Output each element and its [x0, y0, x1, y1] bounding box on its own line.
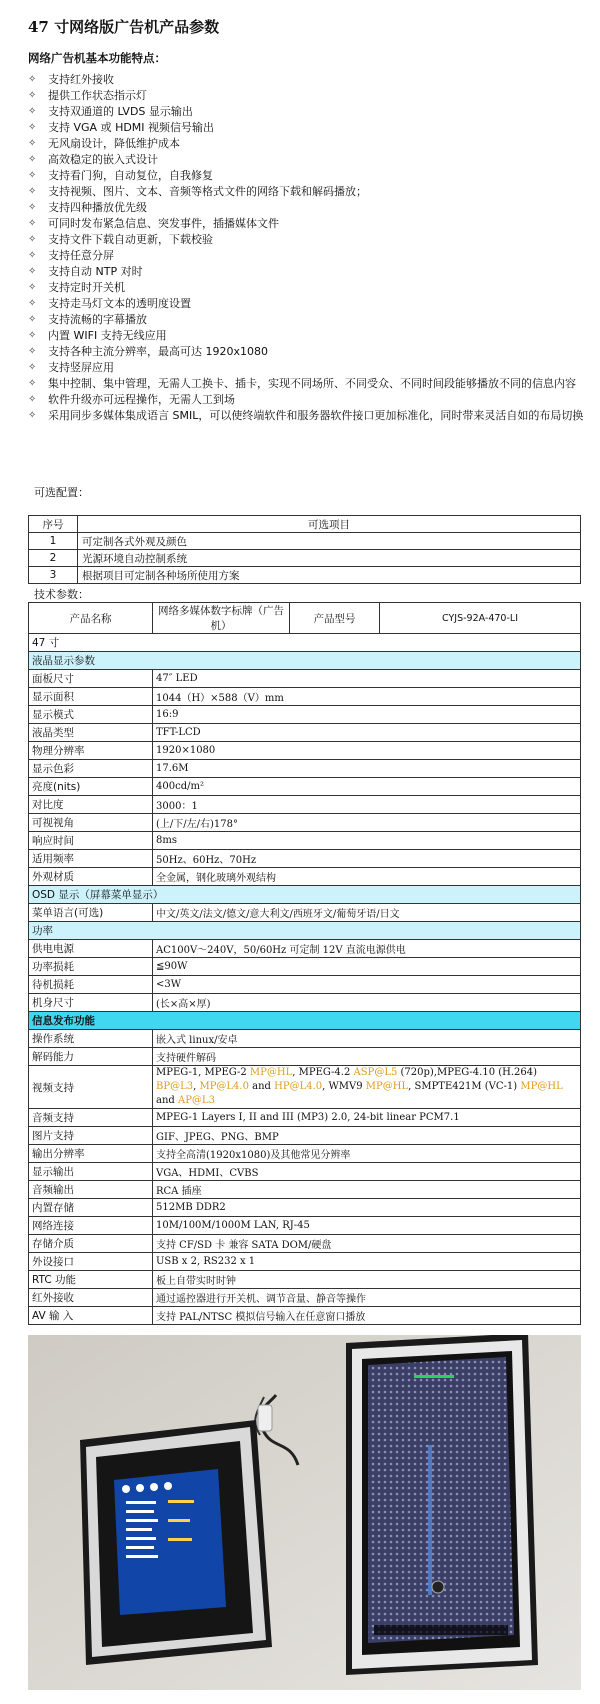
spec-label: 响应时间: [29, 832, 153, 850]
feature-item: [28, 360, 588, 376]
diamond-bullet-icon: ✧: [28, 234, 37, 245]
feature-text: 支持走马灯文本的透明度设置: [48, 297, 191, 310]
size-row: [29, 634, 581, 652]
product-name-value: 网络多媒体数字标牌（广告机）: [153, 603, 290, 634]
size-value: 47 寸: [29, 634, 581, 652]
video-text: , SMPTE421M (VC-1): [408, 1081, 521, 1092]
diamond-bullet-icon: ✧: [28, 202, 37, 213]
feature-item: [28, 136, 588, 152]
spec-label: AV 输 入: [29, 1307, 153, 1325]
diamond-bullet-icon: ✧: [28, 186, 37, 197]
row-no: 3: [29, 567, 78, 584]
feature-text: 支持竖屏应用: [48, 361, 114, 374]
diamond-bullet-icon: ✧: [28, 106, 37, 117]
feature-text: 可同时发布紧急信息、突发事件，插播媒体文件: [48, 217, 279, 230]
product-photo: [28, 1335, 581, 1690]
feature-item: [28, 216, 588, 232]
product-model-label: 产品型号: [290, 603, 380, 634]
feature-text: 支持定时开关机: [48, 281, 125, 294]
tech-params-label: 技术参数：: [34, 588, 89, 601]
spec-value: 全金属，钢化玻璃外观结构: [153, 868, 581, 886]
spec-value: 47″ LED: [153, 670, 581, 688]
feature-item: [28, 376, 588, 392]
feature-text: 内置 WIFI 支持无线应用: [48, 329, 167, 342]
spec-label: 机身尺寸: [29, 994, 153, 1012]
diamond-bullet-icon: ✧: [28, 154, 37, 165]
product-name-label: 产品名称: [29, 603, 153, 634]
feature-item: [28, 72, 588, 88]
feature-item: [28, 104, 588, 120]
spec-row: [29, 796, 581, 814]
feature-text: 支持红外接收: [48, 73, 114, 86]
spec-label: 功率损耗: [29, 958, 153, 976]
spec-row: [29, 1181, 581, 1199]
spec-value: 400cd/m²: [153, 778, 581, 796]
video-label: 视频支持: [29, 1066, 153, 1109]
video-text: (720p),MPEG-4.10 (H.264): [397, 1067, 538, 1078]
power-rows: [29, 940, 581, 1012]
feature-text: 集中控制、集中管理，无需人工换卡、插卡，实现不同场所、不同受众、不同时间段能够播放不同的信息内容: [48, 377, 576, 390]
spec-row: [29, 688, 581, 706]
video-profile: MP@HL: [365, 1081, 409, 1092]
spec-value: GIF、JPEG、PNG、BMP: [153, 1127, 581, 1145]
feature-item: [28, 312, 588, 328]
diamond-bullet-icon: ✧: [28, 122, 37, 133]
video-text: MPEG-1, MPEG-2: [156, 1067, 250, 1078]
feature-item: [28, 328, 588, 344]
spec-value: (长×高×厚): [153, 994, 581, 1012]
osd-rows: [29, 904, 581, 922]
diamond-bullet-icon: ✧: [28, 250, 37, 261]
product-photo-illustration: [28, 1335, 581, 1690]
spec-row: [29, 994, 581, 1012]
spec-row: [29, 1048, 581, 1066]
spec-value: 板上自带实时时钟: [153, 1271, 581, 1289]
col-header-item: 可选项目: [78, 516, 581, 533]
spec-row: [29, 904, 581, 922]
spec-value: AC100V～240V，50/60Hz 可定制 12V 直流电源供电: [153, 940, 581, 958]
feature-text: 支持自动 NTP 对时: [48, 265, 143, 278]
diamond-bullet-icon: ✧: [28, 170, 37, 181]
spec-label: 音频支持: [29, 1109, 153, 1127]
spec-label: 供电电源: [29, 940, 153, 958]
spec-row: [29, 706, 581, 724]
diamond-bullet-icon: ✧: [28, 362, 37, 373]
spec-label: 适用频率: [29, 850, 153, 868]
spec-value: 支持全高清(1920x1080)及其他常见分辨率: [153, 1145, 581, 1163]
col-header-no: 序号: [29, 516, 78, 533]
spec-row: [29, 778, 581, 796]
feature-item: [28, 168, 588, 184]
lcd-rows: [29, 670, 581, 886]
diamond-bullet-icon: ✧: [28, 90, 37, 101]
diamond-bullet-icon: ✧: [28, 314, 37, 325]
spec-label: 菜单语言(可选): [29, 904, 153, 922]
spec-row: [29, 976, 581, 994]
feature-item: [28, 120, 588, 136]
spec-label: 显示面积: [29, 688, 153, 706]
spec-row: [29, 868, 581, 886]
spec-value: 嵌入式 linux/安卓: [153, 1030, 581, 1048]
spec-row: [29, 850, 581, 868]
row-item: 光源环境自动控制系统: [78, 550, 581, 567]
section-power-title: 功率: [29, 922, 581, 940]
diamond-bullet-icon: ✧: [28, 266, 37, 277]
spec-value: 10M/100M/1000M LAN, RJ-45: [153, 1217, 581, 1235]
feature-text: 提供工作状态指示灯: [48, 89, 147, 102]
video-profile: ASP@L5: [353, 1067, 398, 1078]
feature-item: [28, 232, 588, 248]
spec-table: [28, 602, 581, 1325]
spec-label: 操作系统: [29, 1030, 153, 1048]
spec-label: 对比度: [29, 796, 153, 814]
spec-label: 显示模式: [29, 706, 153, 724]
features-list: [28, 72, 588, 424]
feature-item: [28, 184, 588, 200]
spec-header-row: [29, 603, 581, 634]
spec-row: [29, 1109, 581, 1127]
section-power: [29, 922, 581, 940]
video-profile: BP@L3: [156, 1081, 194, 1092]
spec-row: [29, 724, 581, 742]
diamond-bullet-icon: ✧: [28, 410, 37, 421]
page-title: 47 寸网络版广告机产品参数: [28, 18, 220, 36]
feature-item: [28, 152, 588, 168]
spec-value: 中文/英文/法文/德文/意大利文/西班牙文/葡萄牙语/日文: [153, 904, 581, 922]
feature-item: [28, 296, 588, 312]
spec-label: 待机损耗: [29, 976, 153, 994]
spec-value: 1044（H）×588（V）mm: [153, 688, 581, 706]
video-profile: MP@L4.0: [199, 1081, 249, 1092]
spec-value: 512MB DDR2: [153, 1199, 581, 1217]
feature-item: [28, 248, 588, 264]
feature-item: [28, 392, 588, 408]
spec-label: 外设接口: [29, 1253, 153, 1271]
spec-label: 图片支持: [29, 1127, 153, 1145]
spec-row: [29, 742, 581, 760]
spec-row: [29, 1030, 581, 1048]
video-row: [29, 1066, 581, 1109]
spec-value: TFT-LCD: [153, 724, 581, 742]
video-text: , WMV9: [322, 1081, 366, 1092]
spec-value: 3000：1: [153, 796, 581, 814]
section-osd-title: OSD 显示（屏幕菜单显示）: [29, 886, 581, 904]
spec-row: [29, 760, 581, 778]
section-lcd-title: 液晶显示参数: [29, 652, 581, 670]
table-header-row: [29, 516, 581, 533]
spec-row: [29, 814, 581, 832]
feature-text: 软件升级亦可远程操作，无需人工到场: [48, 393, 235, 406]
video-text: ,: [193, 1081, 200, 1092]
diamond-bullet-icon: ✧: [28, 378, 37, 389]
section-lcd: [29, 652, 581, 670]
spec-label: 显示色彩: [29, 760, 153, 778]
diamond-bullet-icon: ✧: [28, 138, 37, 149]
spec-value: 16:9: [153, 706, 581, 724]
spec-row: [29, 1235, 581, 1253]
feature-text: 高效稳定的嵌入式设计: [48, 153, 158, 166]
spec-row: [29, 1307, 581, 1325]
spec-label: 液晶类型: [29, 724, 153, 742]
diamond-bullet-icon: ✧: [28, 394, 37, 405]
feature-text: 支持 VGA 或 HDMI 视频信号输出: [48, 121, 215, 134]
spec-value: RCA 插座: [153, 1181, 581, 1199]
feature-item: [28, 344, 588, 360]
spec-row: [29, 1127, 581, 1145]
spec-label: 解码能力: [29, 1048, 153, 1066]
feature-text: 采用同步多媒体集成语言 SMIL，可以使终端软件和服务器软件接口更加标准化，同时带来灵活自如的布局切换: [48, 409, 584, 422]
feature-text: 支持视频、图片、文本、音频等格式文件的网络下载和解码播放；: [48, 185, 367, 198]
row-item: 可定制各式外观及颜色: [78, 533, 581, 550]
spec-value: USB x 2, RS232 x 1: [153, 1253, 581, 1271]
spec-row: [29, 958, 581, 976]
spec-label: 外观材质: [29, 868, 153, 886]
video-profile: AP@L3: [177, 1095, 215, 1106]
spec-row: [29, 1253, 581, 1271]
section-osd: [29, 886, 581, 904]
spec-row: [29, 1271, 581, 1289]
spec-value: 1920×1080: [153, 742, 581, 760]
feature-item: [28, 88, 588, 104]
section-info-title: 信息发布功能: [29, 1012, 581, 1030]
feature-text: 支持双通道的 LVDS 显示输出: [48, 105, 193, 118]
video-value: [153, 1066, 581, 1109]
spec-value: 50Hz、60Hz、70Hz: [153, 850, 581, 868]
spec-label: 物理分辨率: [29, 742, 153, 760]
diamond-bullet-icon: ✧: [28, 218, 37, 229]
spec-label: RTC 功能: [29, 1271, 153, 1289]
spec-label: 音频输出: [29, 1181, 153, 1199]
diamond-bullet-icon: ✧: [28, 330, 37, 341]
diamond-bullet-icon: ✧: [28, 298, 37, 309]
spec-label: 面板尺寸: [29, 670, 153, 688]
spec-row: [29, 1217, 581, 1235]
feature-item: [28, 200, 588, 216]
diamond-bullet-icon: ✧: [28, 282, 37, 293]
spec-label: 红外接收: [29, 1289, 153, 1307]
feature-item: [28, 408, 588, 424]
spec-value: 支持 CF/SD 卡 兼容 SATA DOM/硬盘: [153, 1235, 581, 1253]
row-no: 1: [29, 533, 78, 550]
feature-text: 支持各种主流分辨率，最高可达 1920x1080: [48, 345, 268, 358]
spec-value: ≦90W: [153, 958, 581, 976]
spec-value: 8ms: [153, 832, 581, 850]
feature-text: 支持任意分屏: [48, 249, 114, 262]
spec-label: 输出分辨率: [29, 1145, 153, 1163]
video-text: and: [248, 1081, 275, 1092]
spec-label: 网络连接: [29, 1217, 153, 1235]
features-heading: 网络广告机基本功能特点：: [28, 51, 166, 65]
spec-value: <3W: [153, 976, 581, 994]
row-item: 根据项目可定制各种场所使用方案: [78, 567, 581, 584]
spec-row: [29, 1289, 581, 1307]
spec-value: 支持 PAL/NTSC 模拟信号输入在任意窗口播放: [153, 1307, 581, 1325]
spec-label: 内置存储: [29, 1199, 153, 1217]
spec-value: 通过遥控器进行开关机、调节音量、静音等操作: [153, 1289, 581, 1307]
video-profile: MP@HL: [249, 1067, 293, 1078]
spec-row: [29, 670, 581, 688]
spec-label: 显示输出: [29, 1163, 153, 1181]
diamond-bullet-icon: ✧: [28, 346, 37, 357]
feature-text: 支持文件下载自动更新，下载校验: [48, 233, 213, 246]
section-info: [29, 1012, 581, 1030]
feature-item: [28, 264, 588, 280]
spec-row: [29, 940, 581, 958]
feature-text: 支持四种播放优先级: [48, 201, 147, 214]
video-profile: HP@L4.0: [274, 1081, 323, 1092]
spec-value: 支持硬件解码: [153, 1048, 581, 1066]
video-text: , MPEG-4.2: [292, 1067, 354, 1078]
spec-row: [29, 1145, 581, 1163]
spec-row: [29, 1199, 581, 1217]
spec-value: 17.6M: [153, 760, 581, 778]
table-row: [29, 550, 581, 567]
spec-label: 亮度(nits): [29, 778, 153, 796]
video-profile: MP@HL: [520, 1081, 563, 1092]
spec-value: MPEG-1 Layers I, II and III (MP3) 2.0, 24-bit linear PCM7.1: [153, 1109, 581, 1127]
info-rows-b: [29, 1109, 581, 1325]
spec-row: [29, 1163, 581, 1181]
info-rows-a: [29, 1030, 581, 1066]
diamond-bullet-icon: ✧: [28, 74, 37, 85]
row-no: 2: [29, 550, 78, 567]
table-row: [29, 567, 581, 584]
feature-item: [28, 280, 588, 296]
spec-label: 存储介质: [29, 1235, 153, 1253]
spec-value: (上/下/左/右)178°: [153, 814, 581, 832]
spec-value: VGA、HDMI、CVBS: [153, 1163, 581, 1181]
feature-text: 支持看门狗，自动复位，自我修复: [48, 169, 213, 182]
optional-config-table: [28, 515, 581, 584]
table-row: [29, 533, 581, 550]
product-model-value: CYJS-92A-470-LI: [380, 603, 581, 634]
feature-text: 支持流畅的字幕播放: [48, 313, 147, 326]
spec-label: 可视视角: [29, 814, 153, 832]
spec-row: [29, 832, 581, 850]
video-text: and: [156, 1095, 178, 1106]
optional-config-label: 可选配置：: [34, 486, 89, 499]
feature-text: 无风扇设计，降低维护成本: [48, 137, 180, 150]
